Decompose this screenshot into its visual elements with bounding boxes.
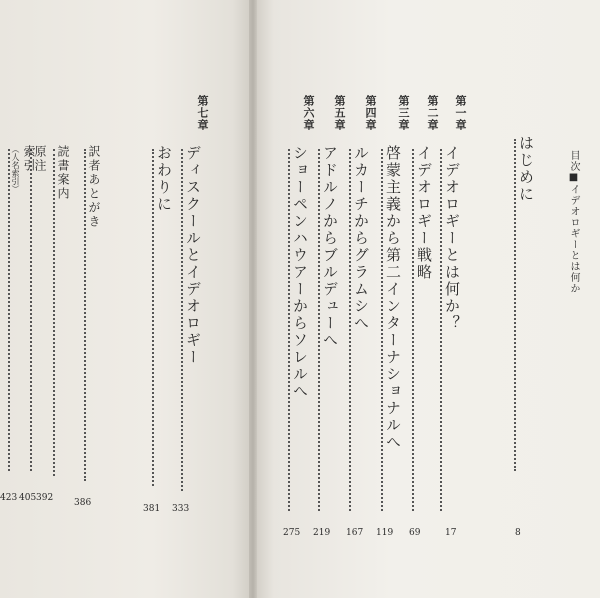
chapter-label: 第五章 <box>333 95 346 131</box>
toc-entry-chapter-2-body <box>412 145 435 515</box>
leader-dots <box>53 149 55 476</box>
toc-entry-translator-afterword <box>84 145 103 485</box>
page-number: 392 <box>36 493 54 503</box>
toc-entry-chapter-5-body <box>318 145 341 515</box>
toc-entry-chapter-5 <box>321 95 347 135</box>
leader-dots <box>381 149 383 511</box>
toc-entry-chapter-2 <box>414 95 440 135</box>
chapter-label: 第一章 <box>454 95 467 131</box>
entry-title: おわりに <box>155 145 173 213</box>
entry-title: アドルノからブルデューへ <box>321 145 339 349</box>
toc-entry-chapter-3-body <box>381 145 404 515</box>
page-number: 386 <box>74 498 92 508</box>
page-number: 333 <box>172 504 190 514</box>
leader-dots <box>349 149 351 511</box>
toc-entry-index <box>8 145 38 475</box>
leader-dots <box>152 149 154 486</box>
leader-dots <box>181 149 183 491</box>
page-number: 219 <box>313 528 331 538</box>
page-number: 381 <box>143 504 161 514</box>
leader-dots <box>412 149 414 511</box>
toc-entry-chapter-4 <box>352 95 378 135</box>
page-number: 167 <box>346 528 364 538</box>
leader-dots <box>318 149 320 511</box>
chapter-label: 第二章 <box>426 95 439 131</box>
page-number: 69 <box>409 528 421 538</box>
leader-dots <box>514 139 516 471</box>
entry-title: ディスクールとイデオロギー <box>184 145 202 366</box>
entry-title: イデオロギー戦略 <box>415 145 433 281</box>
page-number: 17 <box>445 528 457 538</box>
toc-entry-afterword <box>152 145 175 490</box>
entry-title: 啓蒙主義から第二インターナショナルへ <box>384 145 402 451</box>
entry-title: ショーペンハウアーからソレルへ <box>291 145 309 400</box>
chapter-label: 第三章 <box>397 95 410 131</box>
entry-title: ルカーチからグラムシへ <box>352 145 370 332</box>
entry-annotation: （人名索引） <box>11 145 20 193</box>
leader-dots <box>84 149 86 481</box>
page-number: 275 <box>283 528 301 538</box>
toc-entry-introduction <box>514 95 537 515</box>
entry-title: はじめに <box>517 135 535 203</box>
toc-entry-chapter-3 <box>385 95 411 135</box>
chapter-label: 第四章 <box>364 95 377 131</box>
chapter-label: 第六章 <box>302 95 315 131</box>
page-number: 423 <box>0 493 18 503</box>
page-number: 8 <box>515 528 521 538</box>
toc-entry-chapter-7 <box>184 95 210 135</box>
toc-entry-chapter-6 <box>290 95 316 135</box>
toc-entry-chapter-4-body <box>349 145 372 515</box>
entry-title: イデオロギーとは何か？ <box>443 145 461 332</box>
toc-entry-reading-guide <box>53 145 72 480</box>
leader-dots <box>288 149 290 511</box>
entry-title: 索引 <box>22 145 36 173</box>
running-head: 目次■イデオロギーとは何か <box>568 150 579 294</box>
chapter-label: 第七章 <box>196 95 209 131</box>
entry-title: 訳者あとがき <box>87 145 101 229</box>
leader-dots <box>440 149 442 511</box>
toc-entry-chapter-6-body <box>288 145 311 515</box>
book-gutter <box>249 0 257 598</box>
entry-title: 読書案内 <box>56 145 70 201</box>
page-number: 405 <box>19 493 37 503</box>
toc-entry-chapter-1-body <box>440 145 463 515</box>
leader-dots <box>8 149 10 471</box>
toc-entry-chapter-7-body <box>181 145 204 495</box>
page-number: 119 <box>376 528 394 538</box>
entry-title: 原注 <box>33 145 47 173</box>
